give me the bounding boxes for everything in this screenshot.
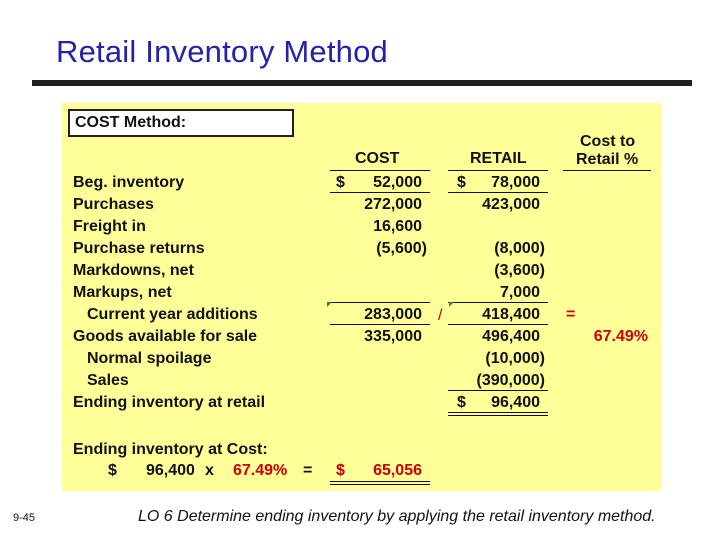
cell-comment-marker-cost — [327, 302, 332, 307]
retail-header: RETAIL — [470, 150, 527, 167]
retail-markdowns: (3,600) — [494, 262, 545, 279]
row-label-sales: Sales — [87, 372, 129, 389]
row-label-freight-in: Freight in — [73, 218, 146, 235]
retail-double-rule-bottom — [448, 415, 548, 416]
ending-cost-dollar-sign-1: $ — [108, 462, 117, 479]
row-label-ending-retail: Ending inventory at retail — [73, 394, 266, 411]
cost-purchases: 272,000 — [364, 196, 422, 213]
retail-ending-dollar-sign: $ — [457, 394, 466, 411]
row-label-beg-inventory: Beg. inventory — [73, 174, 185, 191]
ending-cost-result: 65,056 — [373, 462, 422, 479]
retail-markups: 7,000 — [499, 284, 540, 301]
ratio-header-line1: Cost to — [580, 133, 636, 150]
cost-to-retail-ratio: 67.49% — [593, 328, 648, 345]
cost-header-underline — [330, 170, 430, 171]
ending-cost-dollar-sign-2: $ — [336, 462, 345, 479]
row-label-purchases: Purchases — [73, 196, 154, 213]
divide-sign: / — [438, 307, 443, 324]
method-label-box — [68, 109, 294, 137]
retail-header-underline — [448, 170, 548, 171]
cost-current-year: 283,000 — [364, 306, 422, 323]
retail-rule-3 — [448, 324, 548, 325]
ending-cost-ratio: 67.49% — [233, 462, 288, 479]
ending-cost-label: Ending inventory at Cost: — [73, 441, 268, 458]
cost-rule-3 — [330, 324, 430, 325]
slide-number: 9-45 — [13, 512, 36, 524]
retail-rule-2 — [448, 302, 548, 303]
cost-freight-in: 16,600 — [373, 218, 422, 235]
retail-rule-1 — [448, 192, 548, 193]
cost-beg-inventory: 52,000 — [373, 174, 422, 191]
learning-objective: LO 6 Determine ending inventory by applying the retail inventory method. — [138, 508, 656, 525]
row-label-goods-available: Goods available for sale — [73, 328, 258, 345]
page-title: Retail Inventory Method — [56, 34, 388, 69]
cost-rule-1 — [330, 192, 430, 193]
retail-purchases: 423,000 — [482, 196, 540, 213]
retail-purchase-returns: (8,000) — [494, 240, 545, 257]
retail-ending-inventory: 96,400 — [491, 394, 540, 411]
row-label-purchase-returns: Purchase returns — [73, 240, 205, 257]
title-divider — [32, 80, 692, 86]
multiply-sign: x — [205, 462, 214, 479]
cost-purchase-returns: (5,600) — [376, 240, 427, 257]
retail-goods-available: 496,400 — [482, 328, 540, 345]
ending-cost-equals: = — [303, 462, 313, 479]
retail-normal-spoilage: (10,000) — [485, 350, 545, 367]
result-double-rule-top — [330, 481, 430, 482]
retail-dollar-sign: $ — [457, 174, 466, 191]
row-label-normal-spoilage: Normal spoilage — [87, 350, 212, 367]
row-label-markdowns: Markdowns, net — [73, 262, 194, 279]
cost-header: COST — [355, 150, 400, 167]
retail-current-year: 418,400 — [482, 306, 540, 323]
cell-comment-marker-retail — [449, 302, 454, 307]
cost-goods-available: 335,000 — [364, 328, 422, 345]
cost-rule-2 — [330, 302, 430, 303]
ratio-header-line2: Retail % — [576, 151, 639, 168]
row-label-markups: Markups, net — [73, 284, 172, 301]
equals-sign: = — [566, 306, 576, 323]
ratio-header-underline — [563, 170, 651, 171]
ending-cost-retail-amount: 96,400 — [146, 462, 195, 479]
retail-sales: (390,000) — [476, 372, 545, 389]
result-double-rule-bottom — [330, 484, 430, 485]
retail-beg-inventory: 78,000 — [491, 174, 540, 191]
method-label: COST Method: — [75, 114, 187, 131]
cost-dollar-sign: $ — [336, 174, 345, 191]
row-label-current-year: Current year additions — [87, 306, 258, 323]
retail-double-rule-top — [448, 412, 548, 413]
retail-rule-4 — [448, 390, 548, 391]
